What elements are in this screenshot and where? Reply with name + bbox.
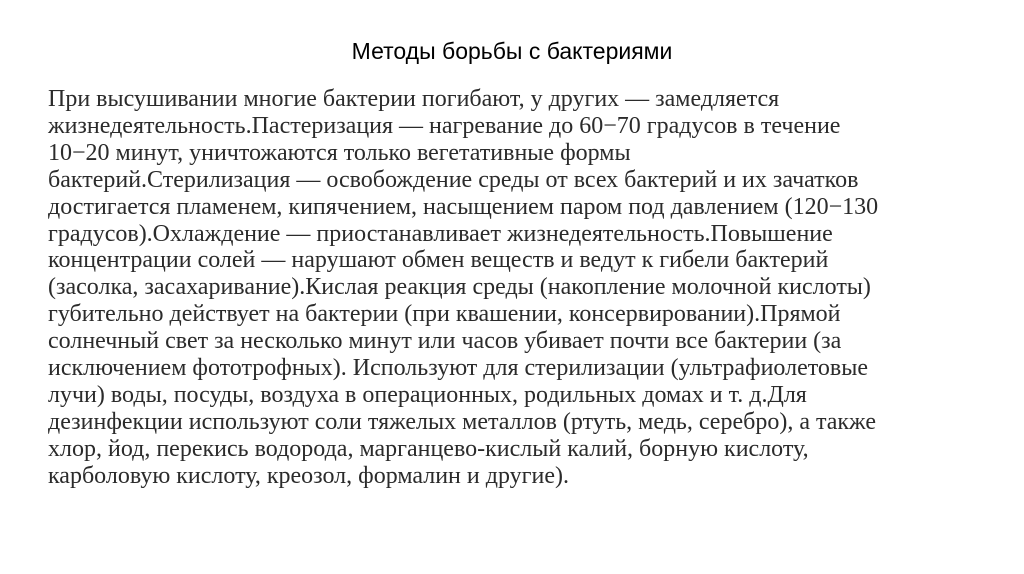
body-line: лучи) воды, посуды, воздуха в операционных, родильных домах и т. д.Для xyxy=(48,381,807,408)
body-line: солнечный свет за несколько минут или часов убивает почти все бактерии (за xyxy=(48,328,842,355)
body-line: губительно действует на бактерии (при квашении, консервировании).Прямой xyxy=(48,301,841,328)
body-line: карболовую кислоту, креозол, формалин и другие). xyxy=(48,462,569,489)
slide-title: Методы борьбы с бактериями xyxy=(351,38,673,64)
body-line: градусов).Охлаждение — приостанавливает жизнедеятельность.Повышение xyxy=(48,220,833,247)
body-line: концентрации солей — нарушают обмен веществ и ведут к гибели бактерий xyxy=(48,247,829,274)
body-line: исключением фототрофных). Используют для стерилизации (ультрафиолетовые xyxy=(48,355,869,382)
body-line: При высушивании многие бактерии погибают, у других — замедляется xyxy=(48,86,780,112)
slide-body xyxy=(48,86,968,490)
body-line: хлор, йод, перекись водорода, марганцево-кислый калий, борную кислоту, xyxy=(48,435,809,462)
body-line: жизнедеятельность.Пастеризация — нагревание до 60−70 градусов в течение xyxy=(48,112,841,139)
body-line: (засолка, засахаривание).Кислая реакция среды (накопление молочной кислоты) xyxy=(48,274,871,301)
body-line: достигается пламенем, кипячением, насыщением паром под давлением (120−130 xyxy=(48,193,879,220)
body-line: бактерий.Стерилизация — освобождение среды от всех бактерий и их зачатков xyxy=(48,166,859,193)
body-line: 10−20 минут, уничтожаются только вегетативные формы xyxy=(48,139,631,166)
body-line: дезинфекции используют соли тяжелых металлов (ртуть, медь, серебро), а также xyxy=(48,408,876,435)
